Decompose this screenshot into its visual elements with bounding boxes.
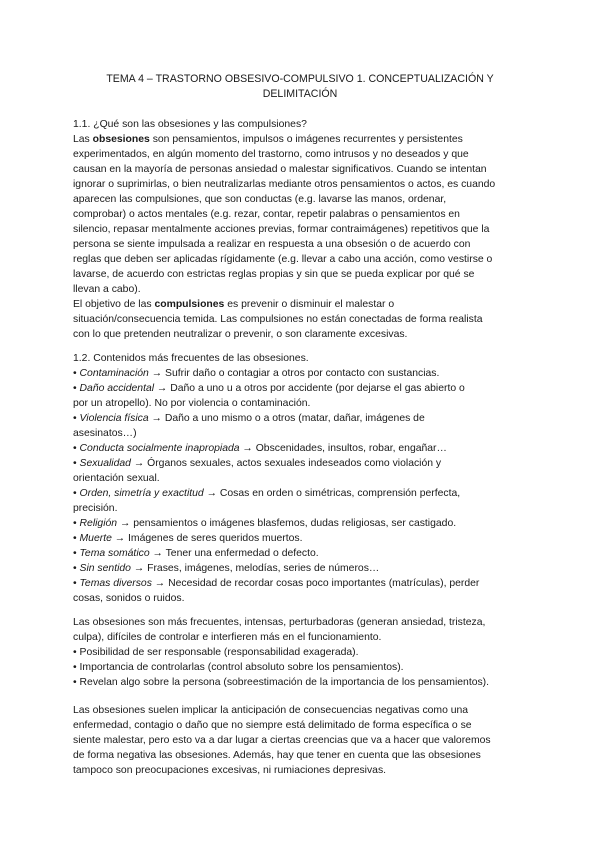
list-item-continuation: por un atropello). No por violencia o contaminación. (73, 398, 311, 409)
paragraph-line: comprobar) o actos mentales (e.g. rezar, contar, repetir palabras o pensamientos en (73, 209, 460, 220)
list-item-continuation: precisión. (73, 503, 118, 514)
paragraph-line: persona se siente impulsada a realizar en respuesta a una obsesión o de acuerdo con (73, 239, 471, 250)
list-item: • Daño accidental → Daño a uno u a otros por accidente (por dejarse el gas abierto o (73, 383, 465, 394)
list-item: • Revelan algo sobre la persona (sobreestimación de la importancia de los pensamientos). (73, 677, 490, 688)
list-item-term: Sin sentido (79, 563, 131, 574)
list-item: • Contaminación → Sufrir daño o contagiar a otros por contacto con sustancias. (73, 368, 440, 379)
paragraph-line: Las obsesiones suelen implicar la anticipación de consecuencias negativas como una (73, 705, 469, 716)
list-item: • Muerte → Imágenes de seres queridos muertos. (73, 533, 303, 544)
list-item-text: Órganos sexuales, actos sexuales indeseados como violación y (147, 458, 442, 469)
list-item-term: Temas diversos (79, 578, 152, 589)
list-item-text: pensamientos o imágenes blasfemos, dudas religiosas, ser castigado. (133, 518, 457, 529)
list-item-term: Orden, simetría y exactitud (79, 488, 204, 499)
paragraph-line: tampoco son preocupaciones excesivas, ni rumiaciones depresivas. (73, 765, 387, 776)
list-item: • Sin sentido → Frases, imágenes, melodías, series de números… (73, 563, 380, 574)
paragraph-line: experimentados, en algún momento del trastorno, como intrusos y no deseados y que (73, 149, 469, 160)
paragraph-line: situación/consecuencia temida. Las compulsiones no están conectadas de forma realista (73, 314, 483, 325)
paragraph-line: Las obsesiones son más frecuentes, intensas, perturbadoras (generan ansiedad, tristeza, (73, 617, 486, 628)
list-item-text: Daño a uno u a otros por accidente (por dejarse el gas abierto o (170, 383, 465, 394)
paragraph-line: con lo que pretenden neutralizar o prevenir, o son claramente excesivas. (73, 329, 408, 340)
section-obsessions-compulsions (73, 117, 533, 342)
paragraph-line (73, 297, 533, 312)
list-item: • Violencia física → Daño a uno mismo o a otros (matar, dañar, imágenes de (73, 413, 425, 424)
paragraph-line: culpa), difíciles de controlar e interfieren más en el funcionamiento. (73, 632, 382, 643)
list-item-text: Obscenidades, insultos, robar, engañar… (255, 443, 447, 454)
list-item-continuation: orientación sexual. (73, 473, 160, 484)
list-item-text: Frases, imágenes, melodías, series de números… (147, 563, 380, 574)
list-item-text: Imágenes de seres queridos muertos. (128, 533, 303, 544)
list-item-text: Revelan algo sobre la persona (sobreestimación de la importancia de los pensamientos). (79, 677, 490, 688)
paragraph-line: silencio, repasar mentalmente acciones previas, formar contraimágenes) repetitivos que la (73, 224, 490, 235)
paragraph-line: llevan a cabo). (73, 284, 141, 295)
paragraph-line: reglas que deben ser aplicadas rígidamente (e.g. llevar a cabo una acción, como vestirse o (73, 254, 493, 265)
paragraph-line: lavarse, de acuerdo con estrictas reglas propias y sin que se pueda explicar por qué se (73, 269, 475, 280)
list-item-term: Tema somático (79, 548, 150, 559)
paragraph-line: de forma negativa las obsesiones. Además, hay que tener en cuenta que las obsesiones (73, 750, 481, 761)
section-obsession-characteristics (73, 615, 533, 690)
list-item: • Religión → pensamientos o imágenes blasfemos, dudas religiosas, ser castigado. (73, 518, 457, 529)
list-item-term: Violencia física (79, 413, 149, 424)
list-item-text: Necesidad de recordar cosas poco importantes (matrículas), perder (168, 578, 480, 589)
text-span: El objetivo de las (73, 299, 155, 310)
list-item-text: Posibilidad de ser responsable (responsabilidad exagerada). (79, 647, 359, 658)
list-item: • Conducta socialmente inapropiada → Obscenidades, insultos, robar, engañar… (73, 443, 447, 454)
paragraph-line: enfermedad, contagio o daño que no siempre está delimitado de forma específica o se (73, 720, 472, 731)
list-item-term: Contaminación (79, 368, 149, 379)
section-obsession-contents (73, 351, 533, 606)
contents-list (73, 366, 533, 606)
list-item-term: Muerte (79, 533, 112, 544)
paragraph-line: ignorar o suprimirlas, o bien neutralizarlas mediante otros pensamientos o actos, es cuando (73, 179, 496, 190)
list-item-term: Sexualidad (79, 458, 131, 469)
list-item-text: Importancia de controlarlas (control absoluto sobre los pensamientos). (79, 662, 404, 673)
list-item-text: Tener una enfermedad o defecto. (165, 548, 319, 559)
paragraph-line: siente malestar, pero esto va a dar lugar a ciertas creencias que va a hacer que valoremos (73, 735, 491, 746)
list-item: • Orden, simetría y exactitud → Cosas en orden o simétricas, comprensión perfecta, (73, 488, 461, 499)
paragraph-line: causan en la mayoría de personas ansiedad o malestar significativos. Cuando se intentan (73, 164, 487, 175)
text-span: es prevenir o disminuir el malestar o (224, 299, 395, 310)
list-item-continuation: cosas, sonidos o ruidos. (73, 593, 185, 604)
list-item: • Sexualidad → Órganos sexuales, actos sexuales indeseados como violación y (73, 458, 442, 469)
list-item: • Posibilidad de ser responsable (responsabilidad exagerada). (73, 647, 359, 658)
document-title (90, 72, 510, 102)
text-span: Las (73, 134, 93, 145)
section-heading: 1.2. Contenidos más frecuentes de las obsesiones. (73, 353, 309, 364)
list-item-text: Cosas en orden o simétricas, comprensión perfecta, (219, 488, 461, 499)
list-item-term: Religión (79, 518, 118, 529)
list-item-text: Daño a uno mismo o a otros (matar, dañar, imágenes de (164, 413, 425, 424)
bold-term-compulsiones: compulsiones (154, 299, 225, 310)
title-line: TEMA 4 – TRASTORNO OBSESIVO-COMPULSIVO 1. CONCEPTUALIZACIÓN Y (106, 73, 494, 85)
title-line: DELIMITACIÓN (262, 88, 338, 100)
section-anticipation (73, 703, 533, 778)
list-item-continuation: asesinatos…) (73, 428, 137, 439)
paragraph-line: aparecen las compulsiones, que son conductas (e.g. lavarse las manos, ordenar, (73, 194, 447, 205)
list-item: • Importancia de controlarlas (control absoluto sobre los pensamientos). (73, 662, 404, 673)
text-span: son pensamientos, impulsos o imágenes recurrentes y persistentes (149, 134, 463, 145)
list-item-term: Conducta socialmente inapropiada (79, 443, 240, 454)
list-item-text: Sufrir daño o contagiar a otros por contacto con sustancias. (165, 368, 440, 379)
list-item: • Tema somático → Tener una enfermedad o defecto. (73, 548, 319, 559)
list-item-term: Daño accidental (79, 383, 155, 394)
bold-term-obsesiones: obsesiones (92, 134, 150, 145)
section-heading: 1.1. ¿Qué son las obsesiones y las compulsiones? (73, 119, 307, 130)
paragraph-line (73, 132, 533, 147)
list-item: • Temas diversos → Necesidad de recordar cosas poco importantes (matrículas), perder (73, 578, 480, 589)
